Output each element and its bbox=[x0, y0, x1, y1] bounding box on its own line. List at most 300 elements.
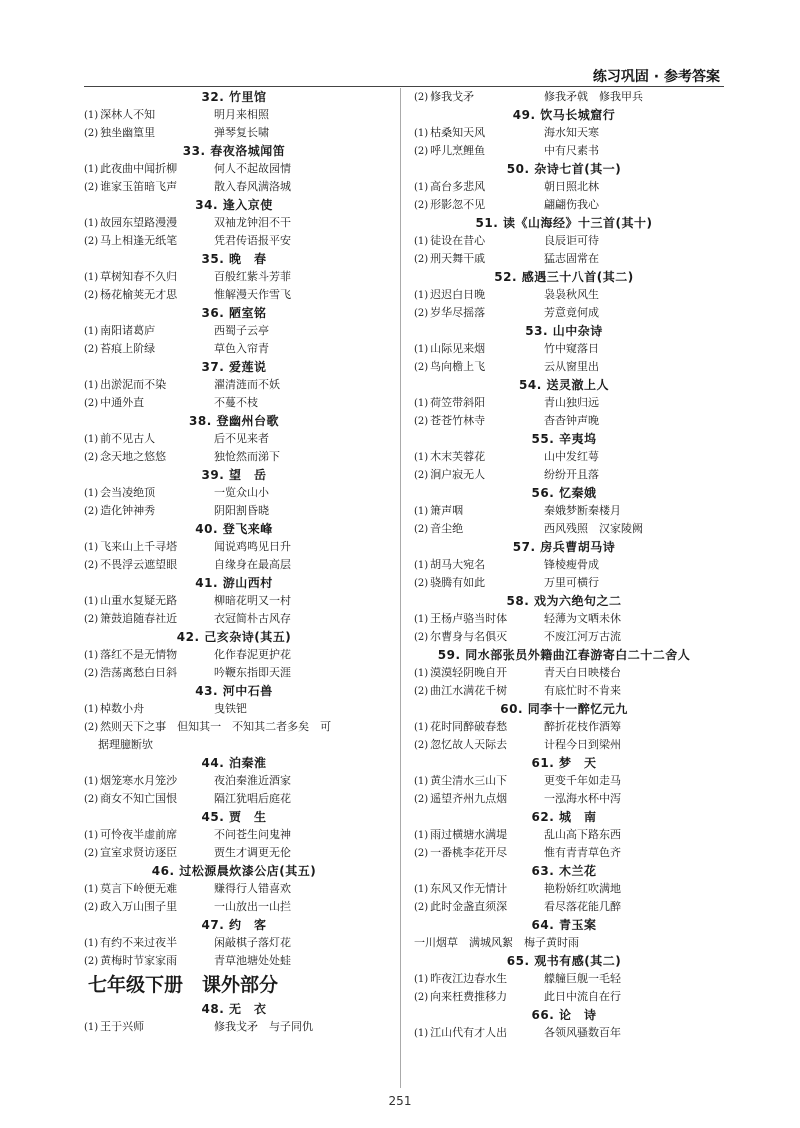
answer-second-half: 修我戈矛 与子同仇 bbox=[214, 1020, 313, 1033]
answer-first-half: 骁腾有如此 bbox=[430, 576, 486, 589]
answer-second-half: 弹琴复长啸 bbox=[214, 126, 269, 139]
answer-first-half: 雨过横塘水满堤 bbox=[430, 828, 508, 841]
answer-first-half: 胡马大宛名 bbox=[430, 558, 486, 571]
answer-line bbox=[84, 790, 384, 808]
answer-second-half: 秦娥梦断秦楼月 bbox=[544, 504, 621, 517]
answer-first-half: 莫言下岭便无难 bbox=[100, 882, 178, 895]
answer-number: (1) bbox=[84, 218, 99, 229]
answer-line bbox=[84, 394, 384, 412]
answer-first-half: 修我戈矛 bbox=[430, 90, 475, 103]
answer-second-half: 海水知天寒 bbox=[544, 126, 599, 139]
answer-second-half: 轻薄为文哂未休 bbox=[544, 612, 621, 625]
answer-line bbox=[414, 466, 714, 484]
answer-number: (2) bbox=[414, 308, 429, 319]
answer-first-half: 马上相逢无纸笔 bbox=[100, 234, 178, 247]
answer-first-half: 王于兴师 bbox=[100, 1020, 145, 1033]
answer-number: (1) bbox=[414, 506, 429, 517]
answer-number: (1) bbox=[414, 668, 429, 679]
answer-line bbox=[84, 1018, 384, 1036]
answer-second-half: 青山独归远 bbox=[544, 396, 599, 409]
answer-number: (2) bbox=[84, 452, 99, 463]
answer-number: (2) bbox=[414, 92, 429, 103]
answer-second-half: 翩翩伤我心 bbox=[544, 198, 599, 211]
answer-line bbox=[84, 772, 384, 790]
answer-first-half: 此时金盏直须深 bbox=[430, 900, 508, 913]
answer-line bbox=[414, 88, 714, 106]
answer-line bbox=[414, 502, 714, 520]
poem-title: 62. 城 南 bbox=[531, 810, 597, 824]
answer-first-half: 江山代有才人出 bbox=[430, 1026, 508, 1039]
answer-first-half: 向来枉费推移力 bbox=[430, 990, 508, 1003]
answer-line bbox=[414, 736, 714, 754]
poem-title: 33. 春夜洛城闻笛 bbox=[182, 144, 286, 158]
answer-number: (2) bbox=[84, 344, 99, 355]
answer-second-half: 计程今日到梁州 bbox=[544, 738, 621, 751]
answer-second-half: 化作春泥更护花 bbox=[214, 648, 291, 661]
answer-first-half: 此夜曲中闻折柳 bbox=[100, 162, 178, 175]
answer-number: (1) bbox=[414, 398, 429, 409]
answer-second-half: 杳杳钟声晚 bbox=[544, 414, 599, 427]
answer-second-half: 夜泊秦淮近酒家 bbox=[214, 774, 291, 787]
answer-first-half: 昨夜江边春水生 bbox=[430, 972, 508, 985]
answer-second-half: 朝日照北林 bbox=[544, 180, 599, 193]
answer-number: (2) bbox=[414, 992, 429, 1003]
answer-number: (1) bbox=[84, 164, 99, 175]
poem-title: 42. 己亥杂诗(其五) bbox=[176, 630, 292, 644]
answer-second-half: 衣冠简朴古风存 bbox=[214, 612, 291, 625]
answer-number: (1) bbox=[84, 704, 99, 715]
answer-number: (1) bbox=[84, 884, 99, 895]
answer-number: (1) bbox=[84, 1022, 99, 1033]
answer-number: (2) bbox=[84, 956, 99, 967]
answer-number: (2) bbox=[414, 362, 429, 373]
answer-line bbox=[414, 358, 714, 376]
answer-line bbox=[414, 628, 714, 646]
poem-title: 53. 山中杂诗 bbox=[525, 324, 603, 338]
answer-line bbox=[414, 232, 714, 250]
answer-first-half: 苍苍竹林寺 bbox=[430, 414, 486, 427]
answer-line bbox=[414, 520, 714, 538]
answer-second-half: 醉折花枝作酒筹 bbox=[544, 720, 621, 733]
poem-title: 47. 约 客 bbox=[201, 918, 267, 932]
poem-title: 49. 饮马长城窟行 bbox=[512, 108, 616, 122]
answer-line bbox=[84, 268, 384, 286]
answer-second-half: 青草池塘处处蛙 bbox=[214, 954, 291, 967]
answer-first-half: 徒设在昔心 bbox=[430, 234, 486, 247]
poem-title: 55. 辛夷坞 bbox=[531, 432, 597, 446]
answer-number: (1) bbox=[84, 938, 99, 949]
answer-first-half: 黄梅时节家家雨 bbox=[100, 954, 178, 967]
answer-line bbox=[84, 538, 384, 556]
answer-number: (1) bbox=[84, 326, 99, 337]
answer-line bbox=[414, 394, 714, 412]
answer-line bbox=[414, 574, 714, 592]
answer-first-half: 漠漠轻阴晚自开 bbox=[430, 666, 508, 679]
answer-first-half: 造化钟神秀 bbox=[100, 504, 156, 517]
answer-second-half: 闻说鸡鸣见日升 bbox=[214, 540, 291, 553]
answer-number: (1) bbox=[414, 884, 429, 895]
answer-first-half: 棹数小舟 bbox=[100, 702, 145, 715]
page-number: 251 bbox=[388, 1094, 412, 1108]
answer-first-half: 谁家玉笛暗飞声 bbox=[100, 180, 178, 193]
answer-second-half: 惟解漫天作雪飞 bbox=[214, 288, 291, 301]
answer-number: (1) bbox=[414, 290, 429, 301]
answer-first-half: 山际见来烟 bbox=[430, 342, 486, 355]
answer-number: (1) bbox=[84, 776, 99, 787]
answer-number: (1) bbox=[414, 236, 429, 247]
answer-first-half: 箫鼓追随春社近 bbox=[100, 612, 178, 625]
header-rule bbox=[84, 86, 724, 87]
answer-line bbox=[414, 664, 714, 682]
running-header: 练习巩固 · 参考答案 bbox=[592, 69, 720, 85]
answer-line bbox=[414, 340, 714, 358]
poem-title: 41. 游山西村 bbox=[195, 576, 273, 590]
answer-line bbox=[84, 934, 384, 952]
answer-second-half: 后不见来者 bbox=[214, 432, 269, 445]
answer-first-half: 独坐幽篁里 bbox=[100, 126, 156, 139]
answer-first-half: 深林人不知 bbox=[100, 108, 156, 121]
answer-second-half: 柳暗花明又一村 bbox=[214, 594, 291, 607]
answer-line bbox=[414, 682, 714, 700]
answer-second-half: 独怆然而涕下 bbox=[214, 450, 280, 463]
answer-first-half: 商女不知亡国恨 bbox=[100, 792, 178, 805]
answer-line bbox=[84, 844, 384, 862]
answer-first-half: 政入万山围子里 bbox=[100, 900, 178, 913]
answer-number: (1) bbox=[84, 488, 99, 499]
answer-line bbox=[414, 790, 714, 808]
answer-line bbox=[84, 214, 384, 232]
poem-title: 37. 爱莲说 bbox=[201, 360, 267, 374]
answer-second-half: 西风残照 汉家陵阙 bbox=[544, 522, 643, 535]
answer-line bbox=[84, 952, 384, 970]
answer-first-half: 曲江水满花千树 bbox=[430, 684, 508, 697]
answer-second-half: 芳意竟何成 bbox=[544, 306, 599, 319]
poem-title: 44. 泊秦淮 bbox=[201, 756, 267, 770]
answer-line bbox=[414, 304, 714, 322]
answer-line bbox=[84, 106, 384, 124]
answer-second-half: 曳铁钯 bbox=[214, 702, 247, 715]
answer-first-half: 迟迟白日晚 bbox=[430, 288, 486, 301]
poem-title: 36. 陋室铭 bbox=[201, 306, 267, 320]
answer-first-half: 尔曹身与名俱灭 bbox=[430, 630, 508, 643]
poem-title: 63. 木兰花 bbox=[531, 864, 597, 878]
answer-line bbox=[414, 142, 714, 160]
poem-title: 46. 过松源晨炊漆公店(其五) bbox=[151, 864, 317, 878]
answer-number: (1) bbox=[414, 182, 429, 193]
answer-first-half: 一番桃李花开尽 bbox=[430, 846, 508, 859]
answer-number: (2) bbox=[414, 632, 429, 643]
answer-line bbox=[84, 592, 384, 610]
answer-first-half: 草树知春不久归 bbox=[100, 270, 178, 283]
answer-first-half: 宣室求贤访逐臣 bbox=[100, 846, 178, 859]
answer-line bbox=[84, 178, 384, 196]
answer-line bbox=[84, 880, 384, 898]
answer-first-half: 烟笼寒水月笼沙 bbox=[100, 774, 178, 787]
answer-first-half: 箫声咽 bbox=[430, 504, 464, 517]
poem-title: 54. 送灵澈上人 bbox=[519, 378, 609, 392]
poem-title: 52. 感遇三十八首(其二) bbox=[494, 270, 634, 284]
answer-line bbox=[414, 448, 714, 466]
answer-first-half: 苔痕上阶绿 bbox=[100, 342, 156, 355]
answer-number: (2) bbox=[84, 794, 99, 805]
answer-line bbox=[414, 844, 714, 862]
answer-number: (1) bbox=[414, 614, 429, 625]
answer-line bbox=[84, 124, 384, 142]
answer-second-half: 猛志固常在 bbox=[544, 252, 599, 265]
answer-second-half: 吟鞭东指即天涯 bbox=[214, 666, 291, 679]
answer-second-half: 云从窗里出 bbox=[544, 360, 599, 373]
answer-first-half: 可怜夜半虚前席 bbox=[100, 828, 178, 841]
answer-number: (2) bbox=[84, 290, 99, 301]
answer-second-half: 纷纷开且落 bbox=[544, 468, 599, 481]
poem-title: 38. 登幽州台歌 bbox=[189, 414, 279, 428]
answer-second-half: 一览众山小 bbox=[214, 486, 269, 499]
answer-first-half: 音尘绝 bbox=[430, 522, 464, 535]
answer-line bbox=[414, 124, 714, 142]
poem-title: 45. 贾 生 bbox=[201, 810, 267, 824]
answer-second-half: 竹中窥落日 bbox=[544, 342, 599, 355]
answer-first-half: 鸟向檐上飞 bbox=[430, 360, 486, 373]
answer-second-half: 看尽落花能几醉 bbox=[544, 900, 621, 913]
answer-number: (2) bbox=[84, 848, 99, 859]
answer-line bbox=[414, 970, 714, 988]
answer-continuation: 据理臆断欤 bbox=[98, 738, 153, 751]
answer-second-half: 修我矛戟 修我甲兵 bbox=[544, 90, 643, 103]
answer-second-half: 乱山高下路东西 bbox=[544, 828, 621, 841]
answer-line bbox=[414, 610, 714, 628]
answer-second-half: 濯清涟而不妖 bbox=[214, 378, 280, 391]
answer-number: (1) bbox=[84, 542, 99, 553]
poem-title: 51. 读《山海经》十三首(其十) bbox=[475, 216, 653, 230]
answer-second-half: 一泓海水杯中泻 bbox=[544, 792, 621, 805]
answer-number: (1) bbox=[414, 974, 429, 985]
answer-number: (2) bbox=[84, 902, 99, 913]
answer-number: (1) bbox=[414, 1028, 429, 1039]
answer-number: (2) bbox=[84, 236, 99, 247]
answer-second-half: 袅袅秋风生 bbox=[544, 288, 599, 301]
poem-title: 50. 杂诗七首(其一) bbox=[506, 162, 622, 176]
answer-number: (2) bbox=[84, 614, 99, 625]
answer-line bbox=[414, 412, 714, 430]
answer-line bbox=[84, 448, 384, 466]
answer-number: (1) bbox=[414, 560, 429, 571]
answer-line bbox=[414, 826, 714, 844]
answer-number: (2) bbox=[414, 578, 429, 589]
answer-line bbox=[84, 286, 384, 304]
answer-number: (2) bbox=[84, 560, 99, 571]
answer-number: (2) bbox=[84, 506, 99, 517]
answer-second-half: 不蔓不枝 bbox=[214, 396, 258, 409]
answer-second-half: 有底忙时不肯来 bbox=[544, 684, 621, 697]
answer-first-half: 遥望齐州九点烟 bbox=[430, 792, 508, 805]
answer-first-half: 故园东望路漫漫 bbox=[100, 216, 178, 229]
answer-first-half: 荷笠带斜阳 bbox=[430, 396, 486, 409]
answer-number: (1) bbox=[414, 776, 429, 787]
answer-number: (2) bbox=[84, 722, 99, 733]
answer-number: (1) bbox=[414, 344, 429, 355]
poem-title: 60. 同李十一醉忆元九 bbox=[500, 702, 628, 716]
answer-number: (1) bbox=[84, 380, 99, 391]
answer-second-half: 不问苍生问鬼神 bbox=[214, 828, 291, 841]
answer-first-half: 刑天舞干戚 bbox=[430, 252, 486, 265]
answer-second-half: 惟有青青草色齐 bbox=[544, 846, 621, 859]
answer-second-half: 良辰讵可待 bbox=[544, 234, 599, 247]
answer-line bbox=[84, 826, 384, 844]
answer-second-half: 草色入帘青 bbox=[214, 342, 269, 355]
answer-number: (2) bbox=[414, 848, 429, 859]
answer-number: (1) bbox=[84, 110, 99, 121]
answer-second-half: 艳粉娇红吹满地 bbox=[544, 882, 621, 895]
answer-line bbox=[414, 178, 714, 196]
answer-line bbox=[84, 718, 384, 736]
poem-title: 34. 逢入京使 bbox=[195, 198, 273, 212]
answer-line bbox=[414, 196, 714, 214]
answer-first-half: 枯桑知天风 bbox=[430, 126, 486, 139]
answer-number: (2) bbox=[414, 524, 429, 535]
answer-line bbox=[84, 160, 384, 178]
answer-line bbox=[84, 610, 384, 628]
answer-second-half: 隔江犹唱后庭花 bbox=[214, 792, 291, 805]
poem-title: 66. 论 诗 bbox=[531, 1008, 597, 1022]
answer-line bbox=[84, 376, 384, 394]
answer-second-half: 贾生才调更无伦 bbox=[214, 846, 291, 859]
answer-line bbox=[84, 232, 384, 250]
answer-line bbox=[84, 898, 384, 916]
answer-line bbox=[84, 322, 384, 340]
answer-second-half: 锋棱瘦骨成 bbox=[544, 558, 599, 571]
answer-first-half: 不畏浮云遮望眼 bbox=[100, 558, 178, 571]
poem-title: 48. 无 衣 bbox=[201, 1002, 267, 1016]
answer-first-half: 会当凌绝顶 bbox=[100, 486, 156, 499]
answer-line bbox=[414, 988, 714, 1006]
answer-line bbox=[84, 700, 384, 718]
answer-first-half: 出淤泥而不染 bbox=[100, 378, 167, 391]
poem-title: 64. 青玉案 bbox=[531, 918, 597, 932]
left-column bbox=[84, 88, 384, 1036]
answer-second-half: 山中发红萼 bbox=[544, 450, 599, 463]
answer-number: (2) bbox=[414, 740, 429, 751]
column-divider bbox=[400, 88, 401, 1088]
answer-first-half: 东风又作无情计 bbox=[430, 882, 508, 895]
answer-number: (1) bbox=[84, 830, 99, 841]
answer-first-half: 形影忽不见 bbox=[430, 198, 486, 211]
answer-number: (1) bbox=[414, 830, 429, 841]
answer-second-half: 阴阳割昏晓 bbox=[214, 504, 269, 517]
answer-second-half: 凭君传语报平安 bbox=[214, 234, 291, 247]
answer-second-half: 艨艟巨舰一毛轻 bbox=[544, 972, 621, 985]
answer-line: 一川烟草 满城风絮 梅子黄时雨 bbox=[414, 936, 579, 949]
answer-line bbox=[414, 880, 714, 898]
answer-second-half: 西蜀子云亭 bbox=[214, 324, 269, 337]
answer-line bbox=[414, 898, 714, 916]
answer-second-half: 自缘身在最高层 bbox=[214, 558, 291, 571]
poem-title: 35. 晚 春 bbox=[201, 252, 267, 266]
answer-first-half: 花时同醉破春愁 bbox=[430, 720, 508, 733]
answer-first-half: 飞来山上千寻塔 bbox=[100, 540, 178, 553]
answer-second-half: 散入春风满洛城 bbox=[214, 180, 291, 193]
answer-number: (1) bbox=[84, 434, 99, 445]
answer-number: (2) bbox=[414, 902, 429, 913]
answer-line bbox=[84, 340, 384, 358]
answer-first-half: 然则天下之事 但知其一 不知其二者多矣 可 bbox=[100, 720, 332, 733]
answer-first-half: 高台多悲风 bbox=[430, 180, 486, 193]
poem-title: 40. 登飞来峰 bbox=[195, 522, 273, 536]
poem-title: 43. 河中石兽 bbox=[195, 684, 273, 698]
answer-line bbox=[414, 718, 714, 736]
answer-line bbox=[414, 772, 714, 790]
answer-second-half: 闲敲棋子落灯花 bbox=[214, 936, 291, 949]
poem-title: 59. 同水部张员外籍曲江春游寄白二十二舍人 bbox=[437, 648, 691, 662]
answer-number: (1) bbox=[414, 128, 429, 139]
answer-second-half: 青天白日映楼台 bbox=[544, 666, 621, 679]
answer-number: (2) bbox=[414, 794, 429, 805]
answer-number: (1) bbox=[84, 272, 99, 283]
answer-second-half: 万里可横行 bbox=[544, 576, 599, 589]
poem-title: 56. 忆秦娥 bbox=[531, 486, 597, 500]
answer-number: (1) bbox=[414, 452, 429, 463]
answer-first-half: 涧户寂无人 bbox=[430, 468, 486, 481]
poem-title: 32. 竹里馆 bbox=[201, 90, 267, 104]
answer-first-half: 呼儿烹鲤鱼 bbox=[430, 144, 486, 157]
answer-second-half: 更变千年如走马 bbox=[544, 774, 621, 787]
answer-second-half: 不废江河万古流 bbox=[544, 630, 621, 643]
answer-number: (1) bbox=[84, 596, 99, 607]
answer-line bbox=[84, 646, 384, 664]
answer-first-half: 黄尘清水三山下 bbox=[430, 774, 508, 787]
answer-line bbox=[84, 430, 384, 448]
answer-line bbox=[84, 556, 384, 574]
answer-first-half: 南阳诸葛庐 bbox=[100, 324, 156, 337]
poem-title: 61. 梦 天 bbox=[531, 756, 597, 770]
answer-first-half: 前不见古人 bbox=[100, 432, 156, 445]
answer-number: (2) bbox=[84, 182, 99, 193]
answer-first-half: 岁华尽摇落 bbox=[430, 306, 486, 319]
answer-first-half: 浩荡离愁白日斜 bbox=[100, 666, 178, 679]
poem-title: 65. 观书有感(其二) bbox=[506, 954, 622, 968]
answer-number: (1) bbox=[414, 722, 429, 733]
poem-title: 39. 望 岳 bbox=[201, 468, 267, 482]
answer-line bbox=[84, 484, 384, 502]
poem-title: 58. 戏为六绝句之二 bbox=[506, 594, 622, 608]
answer-number: (2) bbox=[414, 200, 429, 211]
answer-number: (2) bbox=[414, 470, 429, 481]
answer-line bbox=[414, 286, 714, 304]
answer-second-half: 明月来相照 bbox=[214, 108, 269, 121]
answer-number: (2) bbox=[84, 398, 99, 409]
answer-line bbox=[84, 664, 384, 682]
answer-second-half: 赚得行人错喜欢 bbox=[214, 882, 291, 895]
answer-first-half: 念天地之悠悠 bbox=[100, 450, 167, 463]
answer-number: (2) bbox=[414, 254, 429, 265]
answer-first-half: 山重水复疑无路 bbox=[100, 594, 178, 607]
answer-first-half: 有约不来过夜半 bbox=[100, 936, 178, 949]
answer-second-half: 各领风骚数百年 bbox=[544, 1026, 621, 1039]
answer-first-half: 忽忆故人天际去 bbox=[430, 738, 508, 751]
answer-number: (2) bbox=[84, 668, 99, 679]
answer-second-half: 百般红紫斗芳菲 bbox=[214, 270, 291, 283]
answer-first-half: 杨花榆荚无才思 bbox=[100, 288, 178, 301]
answer-number: (2) bbox=[84, 128, 99, 139]
answer-second-half: 双袖龙钟泪不干 bbox=[214, 216, 291, 229]
answer-second-half: 此日中流自在行 bbox=[544, 990, 621, 1003]
right-column bbox=[414, 88, 714, 1042]
answer-first-half: 王杨卢骆当时体 bbox=[430, 612, 508, 625]
answer-number: (2) bbox=[414, 686, 429, 697]
answer-second-half: 中有尺素书 bbox=[544, 144, 599, 157]
answer-line bbox=[414, 1024, 714, 1042]
answer-first-half: 中通外直 bbox=[100, 396, 145, 409]
poem-title: 57. 房兵曹胡马诗 bbox=[512, 540, 616, 554]
